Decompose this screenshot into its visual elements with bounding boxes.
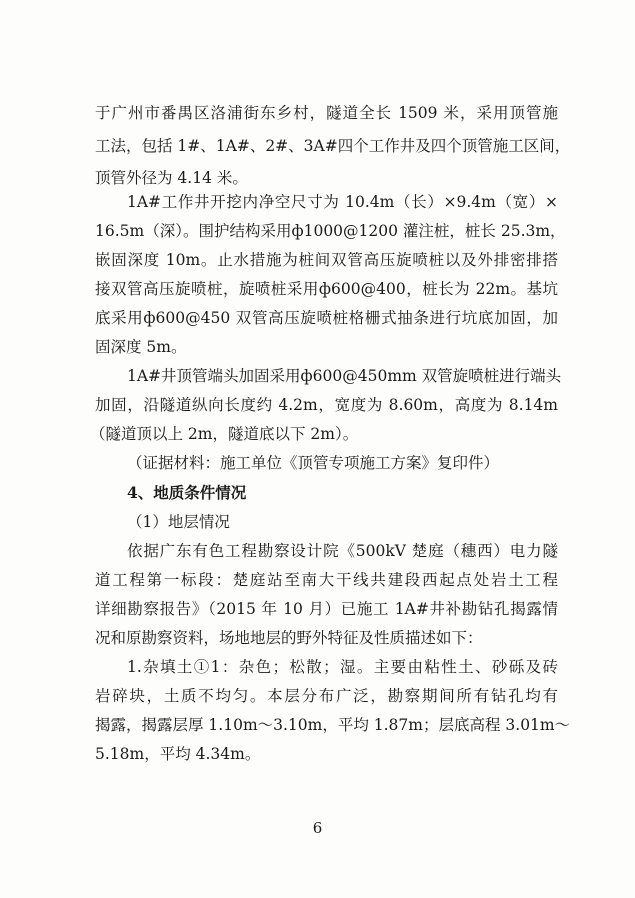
text-line: 固深度 5m。	[95, 338, 187, 356]
paragraph-line	[0, 98, 635, 128]
text-line: 5.18m，平均 4.34m。	[95, 745, 261, 763]
text-line: 顶管外径为 4.14 米。	[95, 169, 248, 187]
paragraph-line	[0, 594, 635, 624]
paragraph-line	[0, 332, 635, 362]
text-line: 揭露，揭露层厚 1.10m～3.10m，平均 1.87m；层底高程 3.01m～	[95, 716, 571, 734]
text-line: 依据广东有色工程勘察设计院《500kV 楚庭（穗西）电力隧	[127, 542, 558, 560]
text-line: 加固，沿隧道纵向长度约 4.2m，宽度为 8.60m，高度为 8.14m	[95, 396, 558, 414]
heading-text: 4、地质条件情况	[127, 483, 247, 502]
paragraph-line	[0, 623, 635, 653]
paragraph-line	[0, 390, 635, 420]
text-line: 岩碎块，土质不均匀。本层分布广泛，勘察期间所有钻孔均有	[95, 687, 558, 705]
paragraph-line	[0, 274, 635, 304]
subsection-heading	[0, 507, 635, 537]
paragraph-line	[0, 131, 635, 161]
section-heading	[0, 478, 635, 508]
paragraph-line	[0, 361, 635, 391]
paragraph-line	[0, 536, 635, 566]
text-line: 详细勘察报告》（2015 年 10 月）已施工 1A#井补勘钻孔揭露情	[95, 600, 558, 618]
paragraph-line	[0, 652, 635, 682]
paragraph-line	[0, 245, 635, 275]
paragraph-line	[0, 710, 635, 740]
text-line: 底采用ф600@450 双管高压旋喷桩格栅式抽条进行坑底加固，加	[95, 309, 558, 327]
paragraph-line	[0, 419, 635, 449]
paragraph-line	[0, 565, 635, 595]
text-line: 嵌固深度 10m。止水措施为桩间双管高压旋喷桩以及外排密排搭	[95, 251, 558, 269]
text-line: 况和原勘察资料，场地地层的野外特征及性质描述如下：	[95, 629, 483, 647]
text-line: 工法，包括 1#、1A#、2#、3A#四个工作井及四个顶管施工区间，	[95, 137, 571, 155]
text-line: （隧道顶以上 2m，隧道底以下 2m）。	[90, 425, 359, 443]
text-line: 道工程第一标段：楚庭站至南大干线共建段西起点处岩土工程	[95, 571, 558, 589]
evidence-note	[0, 448, 635, 478]
text-line: 于广州市番禺区洛浦街东乡村，隧道全长 1509 米，采用顶管施	[95, 104, 558, 122]
paragraph-line	[0, 739, 635, 769]
heading-text: （1）地层情况	[127, 513, 230, 531]
text-line: （证据材料：施工单位《顶管专项施工方案》复印件）	[127, 454, 500, 472]
text-line: 16.5m（深）。围护结构采用ф1000@1200 灌注桩，桩长 25.3m，	[95, 222, 566, 240]
paragraph-line	[0, 681, 635, 711]
text-line: 1A#井顶管端头加固采用ф600@450mm 双管旋喷桩进行端头	[127, 367, 562, 385]
paragraph-line	[0, 303, 635, 333]
page-number: 6	[312, 819, 323, 837]
text-line: 接双管高压旋喷桩，旋喷桩采用ф600@400，桩长为 22m。基坑	[95, 280, 558, 298]
paragraph-line	[0, 187, 635, 217]
paragraph-line	[0, 216, 635, 246]
text-line: 1A#工作井开挖内净空尺寸为 10.4m（长）×9.4m（宽）×	[127, 193, 558, 211]
text-line: 1.杂填土①1：杂色；松散；湿。主要由粘性土、砂砾及砖	[127, 658, 558, 676]
